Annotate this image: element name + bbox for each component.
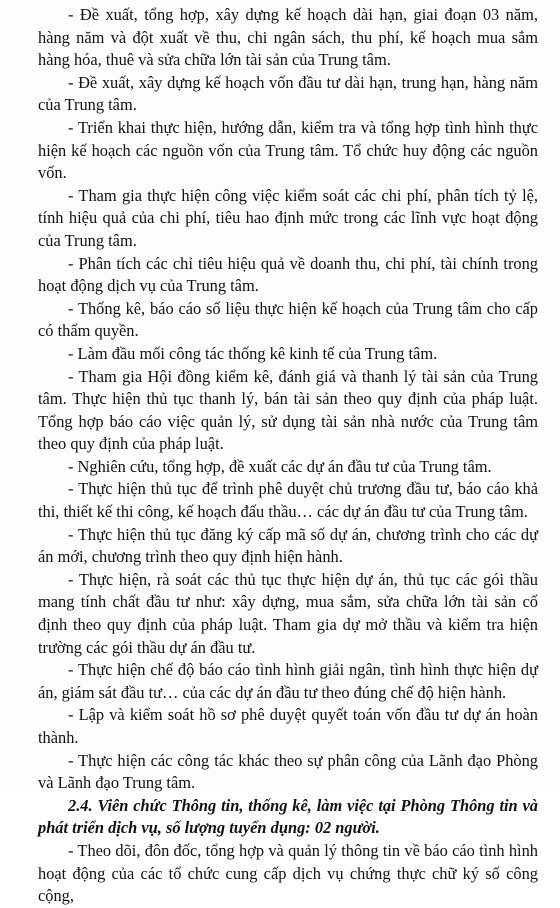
- duty-paragraph: - Đề xuất, xây dựng kế hoạch vốn đầu tư dài hạn, trung hạn, hàng năm của Trung tâm.: [38, 72, 538, 115]
- duty-paragraph: - Thực hiện chế độ báo cáo tình hình giải ngân, tình hình thực hiện dự án, giám sát đầu tư… của các dự án đầu tư theo đúng chế độ hiện hành.: [38, 660, 538, 702]
- duty-paragraph: - Thống kê, báo cáo số liệu thực hiện kế hoạch của Trung tâm cho cấp có thẩm quyền.: [38, 298, 538, 341]
- duty-paragraph: - Thực hiện thủ tục đăng ký cấp mã số dự án, chương trình cho các dự án mới, chương trình theo quy định hiện hành.: [38, 524, 538, 567]
- duty-paragraph: - Tham gia thực hiện công việc kiểm soát các chi phí, phân tích tỷ lệ, tính hiệu quả của chi phí, tiêu hao định mức trong các lĩnh vực hoạt động của Trung tâm.: [38, 185, 538, 250]
- duty-paragraph: - Theo dõi, đôn đốc, tổng hợp và quản lý thông tin về báo cáo tình hình hoạt động của các tổ chức cung cấp dịch vụ chứng thực chữ ký số công cộng,: [38, 840, 538, 906]
- duty-paragraph: - Đề xuất, tổng hợp, xây dựng kế hoạch dài hạn, giai đoạn 03 năm, hàng năm và đột xuất về thu, chi ngân sách, thu phí, kế hoạch mua sắm hàng hóa, thuê và sửa chữa lớn tài sản của Trung tâm.: [38, 5, 538, 70]
- document-body: [38, 4, 538, 908]
- duty-paragraph: - Tham gia Hội đồng kiểm kê, đánh giá và thanh lý tài sản của Trung tâm. Thực hiện thủ tục thanh lý, bán tài sản theo quy định của pháp luật. Tổng hợp báo cáo việc quản lý, sử dụng tài sản nhà nước của Trung tâm theo quy định của pháp luật.: [38, 366, 538, 454]
- duty-paragraph: - Lập và kiểm soát hồ sơ phê duyệt quyết toán vốn đầu tư dự án hoàn thành.: [38, 705, 538, 747]
- duty-paragraph: - Làm đầu mối công tác thống kê kinh tế của Trung tâm.: [68, 343, 438, 363]
- duty-paragraph: - Thực hiện các công tác khác theo sự phân công của Lãnh đạo Phòng và Lãnh đạo Trung tâm.: [38, 750, 538, 793]
- duty-paragraph: - Thực hiện, rà soát các thủ tục thực hiện dự án, thủ tục các gói thầu mang tính chất đầu tư như: xây dựng, mua sắm, sửa chữa lớn tài sản cố định theo quy định của pháp luật. Tham gia dự mở thầu và kiểm tra hiện trường các gói thầu dự án đầu tư.: [38, 569, 538, 657]
- section-heading: 2.4. Viên chức Thông tin, thống kê, làm việc tại Phòng Thông tin và phát triển dịch vụ, số lượng tuyển dụng: 02 người.: [38, 795, 538, 838]
- duty-paragraph: - Phân tích các chỉ tiêu hiệu quả về doanh thu, chi phí, tài chính trong hoạt động dịch vụ của Trung tâm.: [38, 253, 538, 296]
- duty-paragraph: - Thực hiện thủ tục để trình phê duyệt chủ trương đầu tư, báo cáo khả thi, thiết kế thi công, kế hoạch đấu thầu… các dự án đầu tư của Trung tâm.: [38, 479, 538, 522]
- duty-paragraph: - Nghiên cứu, tổng hợp, đề xuất các dự án đầu tư của Trung tâm.: [68, 456, 492, 476]
- duty-paragraph: - Triển khai thực hiện, hướng dẫn, kiểm tra và tổng hợp tình hình thực hiện kế hoạch các nguồn vốn của Trung tâm. Tổ chức huy động các nguồn vốn.: [38, 117, 538, 183]
